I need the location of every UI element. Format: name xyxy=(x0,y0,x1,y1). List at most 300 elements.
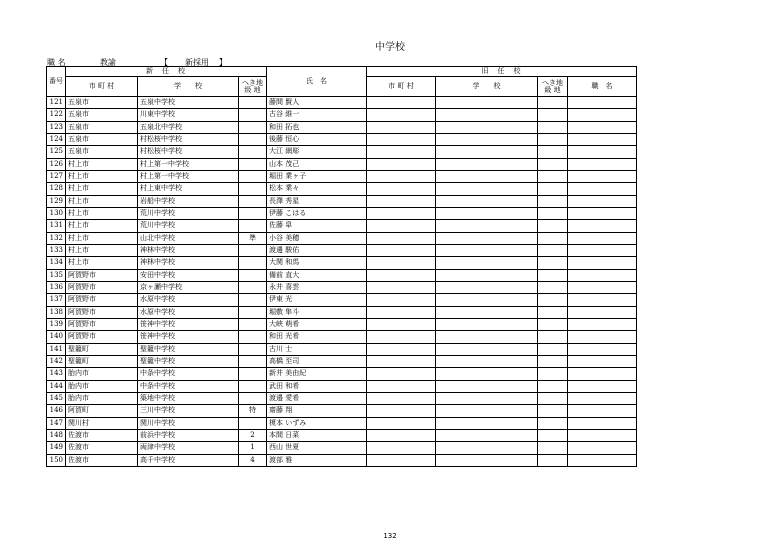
table-row xyxy=(47,380,637,392)
row-old-school xyxy=(436,368,538,380)
row-school: 中条中学校 xyxy=(138,380,239,392)
row-school: 神林中学校 xyxy=(138,257,239,269)
row-old-job-title xyxy=(568,183,637,195)
row-old-school xyxy=(436,244,538,256)
table-row xyxy=(47,244,637,256)
row-school: 村松桜中学校 xyxy=(138,133,239,145)
row-person-name: 和田 光希 xyxy=(267,331,367,343)
header-name: 氏 名 xyxy=(267,67,367,97)
row-school: 山北中学校 xyxy=(138,232,239,244)
row-old-remote-grade xyxy=(538,318,568,330)
row-old-school xyxy=(436,269,538,281)
row-old-school xyxy=(436,417,538,429)
header-job-title: 職 名 xyxy=(568,77,637,97)
row-old-municipality xyxy=(367,220,436,232)
row-old-remote-grade xyxy=(538,442,568,454)
header-old-municipality: 市 町 村 xyxy=(367,77,436,97)
header-old-remote-bottom: 級 地 xyxy=(544,85,561,94)
row-number: 121 xyxy=(47,97,66,109)
row-remote-grade xyxy=(239,220,267,232)
row-old-municipality xyxy=(367,343,436,355)
row-school: 五泉中学校 xyxy=(138,97,239,109)
row-old-job-title xyxy=(568,109,637,121)
row-person-name: 大峡 萌希 xyxy=(267,318,367,330)
row-old-job-title xyxy=(568,244,637,256)
row-person-name: 伊東 光 xyxy=(267,294,367,306)
row-municipality: 胎内市 xyxy=(66,392,138,404)
header-old-school: 学 校 xyxy=(436,77,538,97)
row-school: 荒川中学校 xyxy=(138,220,239,232)
row-municipality: 佐渡市 xyxy=(66,442,138,454)
row-school: 村上東中学校 xyxy=(138,183,239,195)
row-municipality: 村上市 xyxy=(66,207,138,219)
row-old-municipality xyxy=(367,442,436,454)
job-value: 教諭 xyxy=(100,58,116,67)
row-old-municipality xyxy=(367,207,436,219)
row-number: 138 xyxy=(47,306,66,318)
row-remote-grade xyxy=(239,318,267,330)
row-old-school xyxy=(436,306,538,318)
row-old-job-title xyxy=(568,121,637,133)
row-old-remote-grade xyxy=(538,392,568,404)
row-municipality: 五泉市 xyxy=(66,121,138,133)
row-person-name: 渡邊 駿佑 xyxy=(267,244,367,256)
row-person-name: 和田 拓也 xyxy=(267,121,367,133)
row-old-municipality xyxy=(367,306,436,318)
row-remote-grade xyxy=(239,244,267,256)
row-old-remote-grade xyxy=(538,355,568,367)
row-number: 123 xyxy=(47,121,66,133)
row-school: 聖籠中学校 xyxy=(138,343,239,355)
row-old-remote-grade xyxy=(538,244,568,256)
row-school: 村上第一中学校 xyxy=(138,158,239,170)
row-old-remote-grade xyxy=(538,257,568,269)
row-remote-grade: 準 xyxy=(239,232,267,244)
row-school: 安田中学校 xyxy=(138,269,239,281)
transfer-table xyxy=(46,66,637,467)
row-old-municipality xyxy=(367,183,436,195)
row-number: 136 xyxy=(47,281,66,293)
row-old-school xyxy=(436,405,538,417)
row-municipality: 村上市 xyxy=(66,232,138,244)
row-old-job-title xyxy=(568,170,637,182)
header-old-post: 旧 任 校 xyxy=(367,67,637,77)
table-row xyxy=(47,294,637,306)
row-old-municipality xyxy=(367,368,436,380)
row-old-school xyxy=(436,442,538,454)
row-municipality: 阿賀野市 xyxy=(66,281,138,293)
row-municipality: 阿賀町 xyxy=(66,405,138,417)
row-municipality: 阿賀野市 xyxy=(66,269,138,281)
row-remote-grade xyxy=(239,195,267,207)
row-old-job-title xyxy=(568,257,637,269)
row-municipality: 五泉市 xyxy=(66,133,138,145)
table-row xyxy=(47,331,637,343)
row-school: 中条中学校 xyxy=(138,368,239,380)
row-municipality: 五泉市 xyxy=(66,97,138,109)
row-old-remote-grade xyxy=(538,220,568,232)
row-municipality: 村上市 xyxy=(66,158,138,170)
page-title: 中学校 xyxy=(375,42,405,53)
bracket-open: 【 xyxy=(160,58,168,67)
row-municipality: 村上市 xyxy=(66,257,138,269)
row-old-municipality xyxy=(367,269,436,281)
row-school: 五泉北中学校 xyxy=(138,121,239,133)
row-old-remote-grade xyxy=(538,343,568,355)
row-remote-grade xyxy=(239,121,267,133)
row-old-remote-grade xyxy=(538,232,568,244)
row-old-school xyxy=(436,281,538,293)
row-old-job-title xyxy=(568,405,637,417)
row-old-remote-grade xyxy=(538,281,568,293)
table-row xyxy=(47,121,637,133)
header-municipality: 市 町 村 xyxy=(66,77,138,97)
row-old-remote-grade xyxy=(538,109,568,121)
row-number: 148 xyxy=(47,429,66,441)
row-old-school xyxy=(436,207,538,219)
row-old-school xyxy=(436,183,538,195)
row-person-name: 齋藤 翔 xyxy=(267,405,367,417)
row-number: 140 xyxy=(47,331,66,343)
header-new-post: 新 任 校 xyxy=(66,67,267,77)
row-remote-grade xyxy=(239,97,267,109)
table-row xyxy=(47,183,637,195)
table-row xyxy=(47,343,637,355)
table-row xyxy=(47,158,637,170)
row-old-remote-grade xyxy=(538,405,568,417)
row-person-name: 堀田 業ヶ子 xyxy=(267,170,367,182)
row-old-job-title xyxy=(568,220,637,232)
row-school: 村上第一中学校 xyxy=(138,170,239,182)
row-old-remote-grade xyxy=(538,121,568,133)
table-row xyxy=(47,318,637,330)
row-old-school xyxy=(436,257,538,269)
row-old-school xyxy=(436,294,538,306)
table-row xyxy=(47,368,637,380)
row-remote-grade xyxy=(239,343,267,355)
table-row xyxy=(47,442,637,454)
row-remote-grade: 2 xyxy=(239,429,267,441)
table-row xyxy=(47,220,637,232)
row-number: 132 xyxy=(47,232,66,244)
header-old-remote-top: へき地 xyxy=(542,78,563,87)
table-row xyxy=(47,405,637,417)
row-remote-grade xyxy=(239,306,267,318)
row-old-job-title xyxy=(568,195,637,207)
row-old-school xyxy=(436,318,538,330)
row-old-remote-grade xyxy=(538,331,568,343)
row-remote-grade xyxy=(239,133,267,145)
row-number: 139 xyxy=(47,318,66,330)
row-number: 137 xyxy=(47,294,66,306)
row-municipality: 阿賀野市 xyxy=(66,306,138,318)
row-old-job-title xyxy=(568,442,637,454)
row-number: 124 xyxy=(47,133,66,145)
row-old-remote-grade xyxy=(538,170,568,182)
row-old-municipality xyxy=(367,294,436,306)
row-number: 150 xyxy=(47,454,66,466)
row-remote-grade xyxy=(239,109,267,121)
row-old-remote-grade xyxy=(538,429,568,441)
row-old-municipality xyxy=(367,133,436,145)
page-number: 132 xyxy=(383,532,397,540)
row-school: 岩船中学校 xyxy=(138,195,239,207)
row-remote-grade xyxy=(239,355,267,367)
row-person-name: 後藤 恒心 xyxy=(267,133,367,145)
table-row xyxy=(47,133,637,145)
row-old-municipality xyxy=(367,121,436,133)
row-municipality: 佐渡市 xyxy=(66,454,138,466)
row-old-school xyxy=(436,97,538,109)
row-school: 聖籠中学校 xyxy=(138,355,239,367)
row-person-name: 備前 直大 xyxy=(267,269,367,281)
row-municipality: 阿賀野市 xyxy=(66,331,138,343)
header-remote xyxy=(239,77,267,97)
row-old-school xyxy=(436,133,538,145)
row-remote-grade xyxy=(239,170,267,182)
table-row xyxy=(47,454,637,466)
row-old-remote-grade xyxy=(538,454,568,466)
category-value: 新採用 xyxy=(185,58,209,67)
row-number: 135 xyxy=(47,269,66,281)
row-school: 笹神中学校 xyxy=(138,318,239,330)
row-school: 笹神中学校 xyxy=(138,331,239,343)
row-old-school xyxy=(436,170,538,182)
row-old-school xyxy=(436,454,538,466)
row-number: 130 xyxy=(47,207,66,219)
header-school: 学 校 xyxy=(138,77,239,97)
row-old-school xyxy=(436,355,538,367)
row-person-name: 堀敷 隼斗 xyxy=(267,306,367,318)
row-number: 133 xyxy=(47,244,66,256)
row-school: 水原中学校 xyxy=(138,306,239,318)
row-old-remote-grade xyxy=(538,368,568,380)
row-person-name: 山本 茂己 xyxy=(267,158,367,170)
table-row xyxy=(47,257,637,269)
row-municipality: 佐渡市 xyxy=(66,429,138,441)
row-remote-grade xyxy=(239,417,267,429)
row-number: 142 xyxy=(47,355,66,367)
row-old-municipality xyxy=(367,392,436,404)
row-old-school xyxy=(436,429,538,441)
row-old-job-title xyxy=(568,368,637,380)
row-old-school xyxy=(436,343,538,355)
row-old-school xyxy=(436,146,538,158)
row-person-name: 永井 喜雲 xyxy=(267,281,367,293)
table-row xyxy=(47,355,637,367)
header-old-remote xyxy=(538,77,568,97)
table-row xyxy=(47,97,637,109)
row-old-municipality xyxy=(367,158,436,170)
row-old-remote-grade xyxy=(538,207,568,219)
row-old-municipality xyxy=(367,281,436,293)
table-row xyxy=(47,417,637,429)
row-old-job-title xyxy=(568,454,637,466)
row-remote-grade xyxy=(239,269,267,281)
row-old-job-title xyxy=(568,306,637,318)
row-person-name: 藤間 賢人 xyxy=(267,97,367,109)
row-old-remote-grade xyxy=(538,133,568,145)
row-old-job-title xyxy=(568,133,637,145)
row-old-municipality xyxy=(367,454,436,466)
row-remote-grade xyxy=(239,380,267,392)
row-old-remote-grade xyxy=(538,158,568,170)
row-school: 水原中学校 xyxy=(138,294,239,306)
row-number: 122 xyxy=(47,109,66,121)
row-number: 149 xyxy=(47,442,66,454)
row-person-name: 渡部 雅 xyxy=(267,454,367,466)
table-row xyxy=(47,146,637,158)
row-person-name: 西山 世夏 xyxy=(267,442,367,454)
row-old-municipality xyxy=(367,170,436,182)
row-municipality: 村上市 xyxy=(66,244,138,256)
row-number: 144 xyxy=(47,380,66,392)
row-old-municipality xyxy=(367,331,436,343)
row-number: 128 xyxy=(47,183,66,195)
row-old-job-title xyxy=(568,318,637,330)
row-remote-grade xyxy=(239,368,267,380)
row-old-job-title xyxy=(568,232,637,244)
row-municipality: 阿賀野市 xyxy=(66,294,138,306)
row-person-name: 松本 業々 xyxy=(267,183,367,195)
row-old-municipality xyxy=(367,232,436,244)
row-old-job-title xyxy=(568,146,637,158)
row-municipality: 聖籠町 xyxy=(66,343,138,355)
row-municipality: 村上市 xyxy=(66,170,138,182)
row-old-school xyxy=(436,392,538,404)
row-person-name: 榎本 いずみ xyxy=(267,417,367,429)
row-old-job-title xyxy=(568,269,637,281)
row-old-job-title xyxy=(568,294,637,306)
row-school: 前浜中学校 xyxy=(138,429,239,441)
row-old-job-title xyxy=(568,97,637,109)
row-remote-grade xyxy=(239,294,267,306)
row-remote-grade xyxy=(239,331,267,343)
row-remote-grade xyxy=(239,146,267,158)
row-number: 131 xyxy=(47,220,66,232)
table-body xyxy=(47,97,637,467)
row-old-job-title xyxy=(568,392,637,404)
row-number: 146 xyxy=(47,405,66,417)
row-school: 神林中学校 xyxy=(138,244,239,256)
row-school: 築地中学校 xyxy=(138,392,239,404)
row-number: 147 xyxy=(47,417,66,429)
row-number: 125 xyxy=(47,146,66,158)
row-school: 三川中学校 xyxy=(138,405,239,417)
row-municipality: 阿賀野市 xyxy=(66,318,138,330)
row-number: 127 xyxy=(47,170,66,182)
row-remote-grade: 特 xyxy=(239,405,267,417)
row-remote-grade xyxy=(239,392,267,404)
table-row xyxy=(47,429,637,441)
row-old-remote-grade xyxy=(538,146,568,158)
header-number: 番号 xyxy=(47,67,66,97)
row-remote-grade xyxy=(239,207,267,219)
row-municipality: 村上市 xyxy=(66,195,138,207)
row-old-municipality xyxy=(367,380,436,392)
row-school: 村松桜中学校 xyxy=(138,146,239,158)
row-old-remote-grade xyxy=(538,417,568,429)
row-old-municipality xyxy=(367,417,436,429)
bracket-close: 】 xyxy=(219,58,227,67)
row-old-school xyxy=(436,380,538,392)
row-old-job-title xyxy=(568,355,637,367)
row-old-municipality xyxy=(367,318,436,330)
row-person-name: 大関 和馬 xyxy=(267,257,367,269)
table-row xyxy=(47,195,637,207)
row-municipality: 胎内市 xyxy=(66,368,138,380)
row-old-remote-grade xyxy=(538,269,568,281)
table-row xyxy=(47,269,637,281)
row-municipality: 聖籠町 xyxy=(66,355,138,367)
row-person-name: 本間 日菜 xyxy=(267,429,367,441)
row-old-school xyxy=(436,158,538,170)
row-person-name: 大江 網彫 xyxy=(267,146,367,158)
row-old-school xyxy=(436,109,538,121)
row-person-name: 長澤 秀星 xyxy=(267,195,367,207)
row-remote-grade xyxy=(239,158,267,170)
row-municipality: 関川村 xyxy=(66,417,138,429)
row-number: 129 xyxy=(47,195,66,207)
row-old-municipality xyxy=(367,244,436,256)
row-number: 141 xyxy=(47,343,66,355)
table-row xyxy=(47,306,637,318)
row-old-municipality xyxy=(367,355,436,367)
table-row xyxy=(47,392,637,404)
row-municipality: 村上市 xyxy=(66,183,138,195)
row-old-job-title xyxy=(568,380,637,392)
row-old-remote-grade xyxy=(538,195,568,207)
header-remote-bottom: 级 地 xyxy=(244,85,261,94)
row-school: 荒川中学校 xyxy=(138,207,239,219)
row-old-municipality xyxy=(367,146,436,158)
row-number: 126 xyxy=(47,158,66,170)
row-municipality: 胎内市 xyxy=(66,380,138,392)
row-old-remote-grade xyxy=(538,380,568,392)
row-remote-grade: 1 xyxy=(239,442,267,454)
table-row xyxy=(47,232,637,244)
row-person-name: 渡邉 愛希 xyxy=(267,392,367,404)
row-municipality: 五泉市 xyxy=(66,109,138,121)
row-person-name: 高橋 至司 xyxy=(267,355,367,367)
row-remote-grade xyxy=(239,281,267,293)
row-person-name: 佐藤 皐 xyxy=(267,220,367,232)
header-remote-top: へき地 xyxy=(242,78,263,87)
row-old-job-title xyxy=(568,207,637,219)
row-person-name: 新井 美由紀 xyxy=(267,368,367,380)
row-old-remote-grade xyxy=(538,294,568,306)
row-old-school xyxy=(436,121,538,133)
row-school: 両津中学校 xyxy=(138,442,239,454)
row-person-name: 武田 和希 xyxy=(267,380,367,392)
row-old-job-title xyxy=(568,158,637,170)
row-old-school xyxy=(436,331,538,343)
row-old-job-title xyxy=(568,281,637,293)
row-municipality: 村上市 xyxy=(66,220,138,232)
table-row xyxy=(47,170,637,182)
row-remote-grade xyxy=(239,183,267,195)
row-old-school xyxy=(436,195,538,207)
table-row xyxy=(47,109,637,121)
row-person-name: 古谷 維一 xyxy=(267,109,367,121)
row-old-job-title xyxy=(568,429,637,441)
table-row xyxy=(47,207,637,219)
row-person-name: 小谷 美穂 xyxy=(267,232,367,244)
row-number: 145 xyxy=(47,392,66,404)
row-school: 関川中学校 xyxy=(138,417,239,429)
job-label: 職 名 xyxy=(47,58,66,67)
row-old-municipality xyxy=(367,109,436,121)
